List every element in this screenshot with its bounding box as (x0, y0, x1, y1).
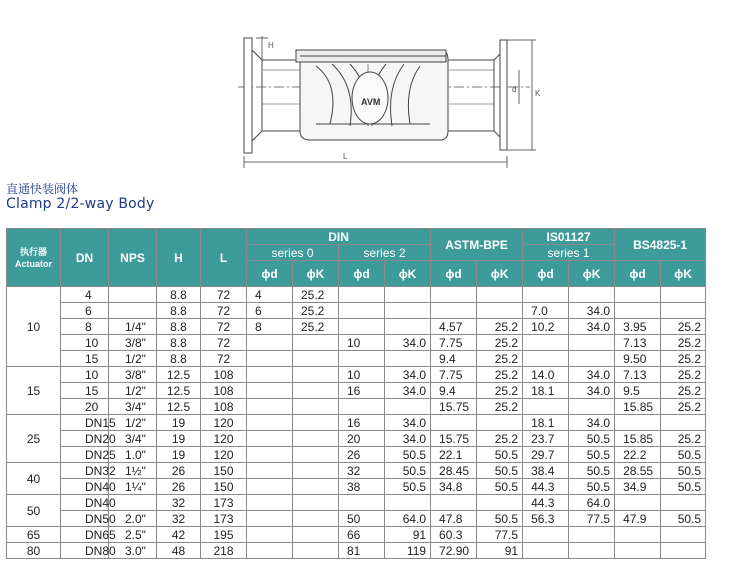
cell-din0-d (247, 367, 293, 383)
cell-l: 120 (201, 415, 247, 431)
table-row (7, 431, 706, 447)
cell-h: 8.8 (157, 351, 201, 367)
cell-h: 19 (157, 431, 201, 447)
cell-din0-d (247, 511, 293, 527)
cell-iso-d (523, 527, 569, 543)
cell-iso-k: 34.0 (569, 319, 615, 335)
cell-din0-k (293, 351, 339, 367)
actuator-cell: 80 (7, 543, 61, 559)
table-row (7, 383, 706, 399)
cell-astm-k: 91 (477, 543, 523, 559)
cell-din2-k: 50.5 (385, 463, 431, 479)
cell-h: 8.8 (157, 319, 201, 335)
cell-dn: 20 (61, 399, 109, 415)
cell-bs-k: 25.2 (661, 367, 706, 383)
table-row (7, 543, 706, 559)
cell-bs-d: 28.55 (615, 463, 661, 479)
cell-din0-k (293, 479, 339, 495)
cell-dn: DN40 (61, 495, 109, 511)
cell-iso-d: 29.7 (523, 447, 569, 463)
cell-astm-d: 7.75 (431, 335, 477, 351)
cell-din0-k: 25.2 (293, 287, 339, 303)
cell-astm-d: 22.1 (431, 447, 477, 463)
cell-din2-k: 34.0 (385, 415, 431, 431)
cell-iso-k: 50.5 (569, 479, 615, 495)
cell-astm-k: 25.2 (477, 431, 523, 447)
cell-din0-k (293, 495, 339, 511)
cell-din0-k (293, 527, 339, 543)
table-row (7, 319, 706, 335)
table-row (7, 367, 706, 383)
cell-din2-k (385, 351, 431, 367)
cell-h: 26 (157, 479, 201, 495)
cell-bs-d (615, 495, 661, 511)
cell-bs-k: 50.5 (661, 463, 706, 479)
cell-iso-k: 50.5 (569, 431, 615, 447)
cell-bs-d (615, 303, 661, 319)
title-english: Clamp 2/2-way Body (6, 196, 155, 212)
cell-l: 72 (201, 319, 247, 335)
header-h: H (157, 229, 201, 287)
cell-bs-k: 50.5 (661, 511, 706, 527)
cell-bs-d (615, 415, 661, 431)
cell-bs-k: 25.2 (661, 431, 706, 447)
cell-bs-d: 9.50 (615, 351, 661, 367)
header-phi-k: ϕK (293, 261, 339, 287)
cell-din0-d (247, 351, 293, 367)
cell-din0-k (293, 431, 339, 447)
cell-iso-d: 23.7 (523, 431, 569, 447)
cell-bs-k: 25.2 (661, 351, 706, 367)
cell-iso-k (569, 287, 615, 303)
cell-astm-k: 50.5 (477, 447, 523, 463)
cell-iso-k (569, 335, 615, 351)
title-chinese: 直通快装阀体 (6, 182, 79, 196)
actuator-cell: 50 (7, 495, 61, 527)
cell-h: 12.5 (157, 383, 201, 399)
logo-text: AVM (361, 97, 381, 107)
cell-iso-k: 50.5 (569, 447, 615, 463)
header-phi-d: ϕd (523, 261, 569, 287)
cell-astm-d (431, 495, 477, 511)
actuator-cell: 25 (7, 415, 61, 463)
cell-din2-k (385, 495, 431, 511)
cell-bs-d: 7.13 (615, 367, 661, 383)
cell-bs-k: 50.5 (661, 479, 706, 495)
cell-iso-k: 34.0 (569, 383, 615, 399)
cell-din0-d (247, 447, 293, 463)
cell-iso-d: 44.3 (523, 495, 569, 511)
cell-l: 108 (201, 383, 247, 399)
cell-din2-d: 10 (339, 367, 385, 383)
cell-nps: 3/4" (109, 431, 157, 447)
header-din-series0: series 0 (247, 245, 339, 261)
cell-bs-d: 15.85 (615, 399, 661, 415)
cell-dn: DN40 (61, 479, 109, 495)
header-l: L (201, 229, 247, 287)
cell-astm-d: 9.4 (431, 383, 477, 399)
actuator-cell: 10 (7, 287, 61, 367)
cell-din0-k (293, 463, 339, 479)
cell-nps: 1¼" (109, 479, 157, 495)
cell-din0-d (247, 527, 293, 543)
cell-iso-d: 44.3 (523, 479, 569, 495)
cell-astm-d: 4.57 (431, 319, 477, 335)
cell-din2-k: 50.5 (385, 447, 431, 463)
header-din: DIN (247, 229, 431, 245)
cell-din2-d: 26 (339, 447, 385, 463)
cell-din2-d: 66 (339, 527, 385, 543)
cell-dn: DN65 (61, 527, 109, 543)
cell-iso-d: 18.1 (523, 415, 569, 431)
header-bs: BS4825-1 (615, 229, 706, 261)
cell-h: 42 (157, 527, 201, 543)
cell-h: 48 (157, 543, 201, 559)
cell-bs-d (615, 543, 661, 559)
valve-body-drawing (0, 0, 732, 178)
cell-l: 195 (201, 527, 247, 543)
cell-din0-d (247, 431, 293, 447)
cell-bs-d: 47.9 (615, 511, 661, 527)
cell-astm-d: 72.90 (431, 543, 477, 559)
cell-astm-k: 25.2 (477, 351, 523, 367)
cell-din2-d: 10 (339, 335, 385, 351)
cell-din0-d: 4 (247, 287, 293, 303)
cell-din0-k (293, 367, 339, 383)
cell-din2-k: 119 (385, 543, 431, 559)
cell-bs-k (661, 543, 706, 559)
header-astm: ASTM-BPE (431, 229, 523, 261)
cell-iso-d: 10.2 (523, 319, 569, 335)
cell-astm-k: 50.5 (477, 511, 523, 527)
cell-din0-k: 25.2 (293, 319, 339, 335)
dim-l-label: L (343, 152, 348, 161)
cell-bs-k (661, 415, 706, 431)
cell-bs-k: 25.2 (661, 383, 706, 399)
cell-h: 19 (157, 447, 201, 463)
cell-din2-k (385, 287, 431, 303)
cell-iso-k: 77.5 (569, 511, 615, 527)
cell-l: 218 (201, 543, 247, 559)
cell-l: 72 (201, 335, 247, 351)
cell-dn: DN25 (61, 447, 109, 463)
header-actuator: 执行器 Actuator (7, 229, 61, 287)
cell-din0-d (247, 383, 293, 399)
cell-dn: 10 (61, 367, 109, 383)
dim-h-label: H (268, 41, 274, 50)
cell-din0-k (293, 511, 339, 527)
spec-table (6, 228, 706, 559)
cell-din2-d: 20 (339, 431, 385, 447)
cell-bs-k: 25.2 (661, 399, 706, 415)
cell-dn: DN20 (61, 431, 109, 447)
cell-nps: 2.5" (109, 527, 157, 543)
cell-dn: DN15 (61, 415, 109, 431)
cell-dn: DN32 (61, 463, 109, 479)
header-phi-d: ϕd (615, 261, 661, 287)
cell-din2-d (339, 319, 385, 335)
cell-nps (109, 303, 157, 319)
cell-h: 12.5 (157, 399, 201, 415)
cell-din0-d (247, 495, 293, 511)
cell-h: 8.8 (157, 303, 201, 319)
cell-astm-d: 60.3 (431, 527, 477, 543)
cell-din2-d (339, 351, 385, 367)
cell-din2-d: 16 (339, 383, 385, 399)
cell-nps: 2.0" (109, 511, 157, 527)
dim-d-label: d (512, 85, 517, 94)
header-phi-k: ϕK (477, 261, 523, 287)
cell-din2-k (385, 319, 431, 335)
header-phi-d: ϕd (339, 261, 385, 287)
header-iso-series1: series 1 (523, 245, 615, 261)
cell-l: 173 (201, 511, 247, 527)
header-phi-d: ϕd (431, 261, 477, 287)
cell-l: 72 (201, 303, 247, 319)
actuator-cell: 40 (7, 463, 61, 495)
cell-din0-k (293, 543, 339, 559)
cell-bs-d: 22.2 (615, 447, 661, 463)
cell-bs-d: 3.95 (615, 319, 661, 335)
cell-bs-d (615, 527, 661, 543)
cell-bs-k (661, 527, 706, 543)
cell-iso-k (569, 543, 615, 559)
cell-din2-k: 34.0 (385, 383, 431, 399)
cell-bs-k (661, 303, 706, 319)
cell-bs-d: 7.13 (615, 335, 661, 351)
cell-iso-d: 38.4 (523, 463, 569, 479)
table-row (7, 527, 706, 543)
cell-din0-d (247, 479, 293, 495)
cell-l: 120 (201, 447, 247, 463)
cell-iso-d: 7.0 (523, 303, 569, 319)
cell-nps: 1/2" (109, 351, 157, 367)
cell-din2-k (385, 303, 431, 319)
cell-nps: 1.0" (109, 447, 157, 463)
cell-astm-k (477, 287, 523, 303)
cell-iso-k (569, 351, 615, 367)
cell-iso-d: 56.3 (523, 511, 569, 527)
cell-nps: 3/4" (109, 399, 157, 415)
cell-astm-k (477, 495, 523, 511)
cell-din0-d (247, 463, 293, 479)
cell-nps: 1/4" (109, 319, 157, 335)
cell-l: 120 (201, 431, 247, 447)
cell-din0-k (293, 383, 339, 399)
cell-astm-d: 15.75 (431, 431, 477, 447)
header-din-series2: series 2 (339, 245, 431, 261)
header-nps: NPS (109, 229, 157, 287)
cell-din0-d (247, 543, 293, 559)
cell-iso-k (569, 527, 615, 543)
cell-din2-k: 64.0 (385, 511, 431, 527)
cell-nps: 1½" (109, 463, 157, 479)
cell-h: 32 (157, 511, 201, 527)
cell-iso-k: 34.0 (569, 415, 615, 431)
cell-iso-k: 34.0 (569, 303, 615, 319)
cell-bs-d: 15.85 (615, 431, 661, 447)
table-row (7, 463, 706, 479)
cell-iso-k: 34.0 (569, 367, 615, 383)
cell-din2-d (339, 495, 385, 511)
cell-nps: 3/8" (109, 367, 157, 383)
cell-din0-k (293, 447, 339, 463)
cell-din2-k: 50.5 (385, 479, 431, 495)
dim-k-label: K (535, 89, 541, 98)
cell-dn: DN50 (61, 511, 109, 527)
cell-din2-d: 38 (339, 479, 385, 495)
cell-h: 12.5 (157, 367, 201, 383)
cell-iso-d (523, 287, 569, 303)
cell-iso-d (523, 543, 569, 559)
cell-astm-k: 25.2 (477, 399, 523, 415)
table-row (7, 335, 706, 351)
table-row (7, 303, 706, 319)
cell-din0-d (247, 335, 293, 351)
cell-din2-d: 16 (339, 415, 385, 431)
table-row (7, 495, 706, 511)
header-phi-k: ϕK (661, 261, 706, 287)
cell-din0-k (293, 335, 339, 351)
cell-l: 72 (201, 287, 247, 303)
cell-astm-k: 77.5 (477, 527, 523, 543)
cell-iso-k (569, 399, 615, 415)
cell-dn: 15 (61, 383, 109, 399)
cell-astm-d: 9.4 (431, 351, 477, 367)
cell-nps: 1/2" (109, 415, 157, 431)
cell-dn: 10 (61, 335, 109, 351)
cell-dn: 15 (61, 351, 109, 367)
cell-astm-d: 34.8 (431, 479, 477, 495)
cell-din2-d: 32 (339, 463, 385, 479)
cell-nps: 3.0" (109, 543, 157, 559)
cell-astm-d: 28.45 (431, 463, 477, 479)
cell-dn: 4 (61, 287, 109, 303)
cell-din0-d (247, 399, 293, 415)
spec-table-body (7, 287, 706, 559)
cell-din2-d (339, 287, 385, 303)
cell-din2-d: 81 (339, 543, 385, 559)
cell-astm-k: 25.2 (477, 319, 523, 335)
cell-nps: 1/2" (109, 383, 157, 399)
cell-din2-k (385, 399, 431, 415)
cell-astm-d (431, 415, 477, 431)
cell-astm-d: 15.75 (431, 399, 477, 415)
actuator-cell: 15 (7, 367, 61, 415)
table-row (7, 351, 706, 367)
cell-astm-k: 50.5 (477, 463, 523, 479)
cell-astm-k: 25.2 (477, 335, 523, 351)
cell-din0-k (293, 415, 339, 431)
cell-din0-d: 8 (247, 319, 293, 335)
cell-astm-k: 25.2 (477, 367, 523, 383)
cell-din2-d (339, 399, 385, 415)
table-row (7, 447, 706, 463)
cell-din2-k: 34.0 (385, 367, 431, 383)
cell-bs-k: 25.2 (661, 319, 706, 335)
cell-h: 32 (157, 495, 201, 511)
cell-dn: 8 (61, 319, 109, 335)
cell-din2-k: 34.0 (385, 335, 431, 351)
cell-l: 150 (201, 463, 247, 479)
cell-din0-k (293, 399, 339, 415)
cell-iso-d (523, 399, 569, 415)
cell-dn: 6 (61, 303, 109, 319)
table-row (7, 415, 706, 431)
header-phi-k: ϕK (385, 261, 431, 287)
cell-bs-d: 34.9 (615, 479, 661, 495)
cell-astm-d (431, 287, 477, 303)
cell-din0-k: 25.2 (293, 303, 339, 319)
cell-astm-k: 25.2 (477, 383, 523, 399)
header-iso: IS01127 (523, 229, 615, 245)
cell-iso-d: 18.1 (523, 383, 569, 399)
cell-din2-d (339, 303, 385, 319)
cell-l: 108 (201, 399, 247, 415)
cell-bs-k (661, 495, 706, 511)
cell-h: 8.8 (157, 335, 201, 351)
cell-bs-d (615, 287, 661, 303)
header-phi-d: ϕd (247, 261, 293, 287)
table-row (7, 479, 706, 495)
cell-bs-k: 25.2 (661, 335, 706, 351)
cell-dn: DN80 (61, 543, 109, 559)
cell-iso-k: 50.5 (569, 463, 615, 479)
cell-din2-d: 50 (339, 511, 385, 527)
cell-bs-d: 9.5 (615, 383, 661, 399)
cell-h: 26 (157, 463, 201, 479)
cell-nps (109, 287, 157, 303)
cell-din0-d: 6 (247, 303, 293, 319)
cell-din0-d (247, 415, 293, 431)
cell-bs-k (661, 287, 706, 303)
cell-din2-k: 34.0 (385, 431, 431, 447)
cell-astm-k (477, 303, 523, 319)
cell-l: 72 (201, 351, 247, 367)
cell-astm-d (431, 303, 477, 319)
table-row (7, 287, 706, 303)
cell-iso-k: 64.0 (569, 495, 615, 511)
cell-l: 150 (201, 479, 247, 495)
cell-h: 19 (157, 415, 201, 431)
cell-astm-k: 50.5 (477, 479, 523, 495)
cell-l: 173 (201, 495, 247, 511)
cell-bs-k: 50.5 (661, 447, 706, 463)
cell-iso-d: 14.0 (523, 367, 569, 383)
cell-din2-k: 91 (385, 527, 431, 543)
cell-nps: 3/8" (109, 335, 157, 351)
cell-iso-d (523, 335, 569, 351)
table-row (7, 399, 706, 415)
header-dn: DN (61, 229, 109, 287)
cell-l: 108 (201, 367, 247, 383)
cell-iso-d (523, 351, 569, 367)
cell-astm-d: 47.8 (431, 511, 477, 527)
cell-h: 8.8 (157, 287, 201, 303)
table-row (7, 511, 706, 527)
actuator-cell: 65 (7, 527, 61, 543)
cell-astm-k (477, 415, 523, 431)
cell-astm-d: 7.75 (431, 367, 477, 383)
header-phi-k: ϕK (569, 261, 615, 287)
